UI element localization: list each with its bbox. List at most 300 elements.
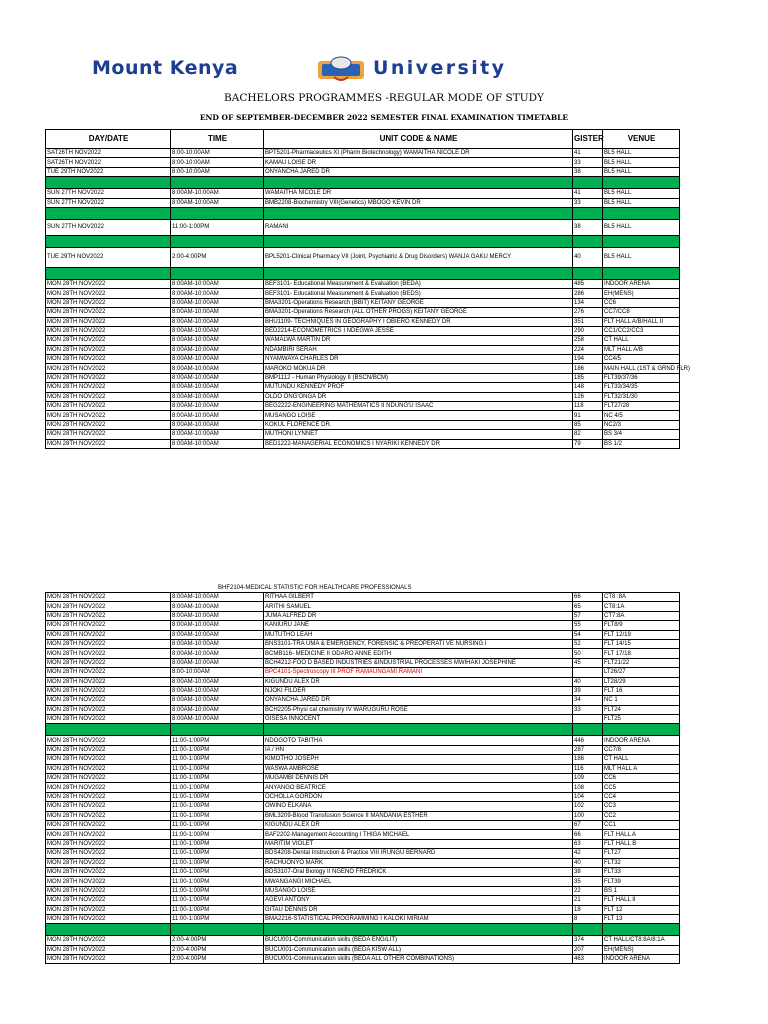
register-cell: 55 xyxy=(573,621,603,630)
date-cell: MON 28TH NOV2022 xyxy=(46,364,171,373)
register-cell: 102 xyxy=(573,802,603,811)
unit-cell: KOKUL FLORENCE DR. xyxy=(264,420,573,429)
table-row xyxy=(46,830,680,839)
register-cell: 40 xyxy=(573,677,603,686)
venue-cell: CC7/CC8 xyxy=(603,308,680,317)
date-cell: MON 28TH NOV2022 xyxy=(46,658,171,667)
table-row xyxy=(46,430,680,439)
table-row xyxy=(46,792,680,801)
register-cell xyxy=(573,668,603,677)
register-cell: 85 xyxy=(573,420,603,429)
register-cell: 40 xyxy=(573,247,603,267)
table-row xyxy=(46,811,680,820)
venue-cell: FLT33/34/35 xyxy=(603,383,680,392)
table-row xyxy=(46,621,680,630)
time-cell: 8:00AM-10:00AM xyxy=(171,658,264,667)
venue-cell: NC 1 xyxy=(603,696,680,705)
register-cell: 41 xyxy=(573,149,603,158)
time-cell: 8:00AM-10:00AM xyxy=(171,420,264,429)
time-cell: 8:00AM-10:00AM xyxy=(171,649,264,658)
unit-cell: BML3209-Blood Transfusion Science II MANDANIA ESTHER xyxy=(264,811,573,820)
venue-cell: FLT39/37/36 xyxy=(603,373,680,382)
venue-cell: FLT 13 xyxy=(603,914,680,923)
unit-cell: MARITIM VIOLET xyxy=(264,839,573,848)
date-cell: SUN 27TH NOV2022 xyxy=(46,189,171,198)
date-cell: SUN 27TH NOV2022 xyxy=(46,219,171,235)
date-cell: MON 28TH NOV2022 xyxy=(46,639,171,648)
time-cell: 8:00AM-10:00AM xyxy=(171,198,264,207)
table-row xyxy=(46,383,680,392)
timetable-2 xyxy=(45,592,680,964)
time-cell: 11:00-1:00PM xyxy=(171,858,264,867)
unit-cell: KIGUNDU ALEX DR xyxy=(264,677,573,686)
unit-cell: BHU1109- TECHNIQUES IN GEOGRAPHY I OBIERO KENNEDY DR xyxy=(264,317,573,326)
table-row xyxy=(46,345,680,354)
register-cell: 446 xyxy=(573,736,603,745)
register-cell: 42 xyxy=(573,849,603,858)
venue-cell: BL5 HALL xyxy=(603,167,680,176)
table-row xyxy=(46,736,680,745)
unit-cell: WASWA AMBROSE xyxy=(264,764,573,773)
unit-cell: NYAMWAYA CHARLES DR xyxy=(264,355,573,364)
register-cell: 463 xyxy=(573,955,603,964)
venue-cell: CC6 xyxy=(603,298,680,307)
time-cell: 8:00AM-10:00AM xyxy=(171,621,264,630)
unit-cell: BMP1112 - Human Physiology II (BSCN/BCM) xyxy=(264,373,573,382)
table-row xyxy=(46,686,680,695)
table-row xyxy=(46,867,680,876)
column-header-date: DAY/DATE xyxy=(46,130,171,149)
separator-cell xyxy=(171,267,264,279)
register-cell: 63 xyxy=(573,839,603,848)
table-row xyxy=(46,802,680,811)
unit-cell: BPL5201-Clinical Pharmacy VII (Joint, Psychiatric & Drug Disorders) WANJA GAKU MERCY xyxy=(264,247,573,267)
time-cell: 11:00-1:00PM xyxy=(171,830,264,839)
venue-cell: CT8:1A xyxy=(603,602,680,611)
unit-cell: MUGAMBI DENNIS DR xyxy=(264,774,573,783)
unit-cell: MUSANGO LOISE xyxy=(264,411,573,420)
table-row xyxy=(46,189,680,198)
time-cell: 11:00-1:00PM xyxy=(171,755,264,764)
unit-cell: BEG2222-ENGINEERING MATHEMATICS II NDUNG'U ISAAC xyxy=(264,402,573,411)
register-cell: 38 xyxy=(573,219,603,235)
date-cell: MON 28TH NOV2022 xyxy=(46,298,171,307)
time-cell: 8:00AM-10:00AM xyxy=(171,336,264,345)
unit-cell: BUCU001-Communication skills (BEDA KISW ALL) xyxy=(264,945,573,954)
separator-cell xyxy=(171,235,264,247)
time-cell: 2:00-4:00PM xyxy=(171,936,264,945)
register-cell: 33 xyxy=(573,158,603,167)
date-cell: MON 28TH NOV2022 xyxy=(46,905,171,914)
venue-cell: NC2/3 xyxy=(603,420,680,429)
date-cell: MON 28TH NOV2022 xyxy=(46,696,171,705)
register-cell: 21 xyxy=(573,896,603,905)
separator-cell xyxy=(171,207,264,219)
date-cell: MON 28TH NOV2022 xyxy=(46,867,171,876)
time-cell: 2:00-4:00PM xyxy=(171,247,264,267)
venue-cell: NC 4/5 xyxy=(603,411,680,420)
venue-cell: BL5 HALL xyxy=(603,149,680,158)
register-cell: 116 xyxy=(573,764,603,773)
unit-cell: NJOKI FILDER xyxy=(264,686,573,695)
date-cell: MON 28TH NOV2022 xyxy=(46,430,171,439)
unit-cell: BCH4212-FOO D BASED INDUSTRIES &INDUSTRIAL PROCESSES MWIHAKI JOSEPHINE xyxy=(264,658,573,667)
venue-cell: CC7/8 xyxy=(603,745,680,754)
venue-cell: FLT 16 xyxy=(603,686,680,695)
time-cell: 8:00AM-10:00AM xyxy=(171,279,264,288)
date-cell: MON 28TH NOV2022 xyxy=(46,420,171,429)
date-cell: MON 28TH NOV2022 xyxy=(46,593,171,602)
register-cell: 287 xyxy=(573,745,603,754)
timetable-1 xyxy=(45,129,691,449)
unit-cell: BMA3201-Operations Research (ALL OTHER PROGS) KEITANY GEORGE xyxy=(264,308,573,317)
register-cell: 91 xyxy=(573,411,603,420)
register-cell: 38 xyxy=(573,867,603,876)
date-cell: MON 28TH NOV2022 xyxy=(46,373,171,382)
table-row xyxy=(46,936,680,945)
date-cell: MON 28TH NOV2022 xyxy=(46,621,171,630)
table-row xyxy=(46,745,680,754)
date-cell: MON 28TH NOV2022 xyxy=(46,439,171,448)
time-cell: 8:00AM-10:00AM xyxy=(171,392,264,401)
register-cell: 207 xyxy=(573,945,603,954)
separator-row xyxy=(46,207,680,219)
separator-cell xyxy=(573,207,603,219)
unit-cell: OLDO ONG'ONGA DR xyxy=(264,392,573,401)
venue-cell: FLT24 xyxy=(603,705,680,714)
separator-cell xyxy=(603,207,680,219)
venue-cell: CT7:8A xyxy=(603,611,680,620)
unit-cell: BCMB116- MEDICINE II ODARO ANNE EDITH xyxy=(264,649,573,658)
unit-cell: RACHUONYO MARK xyxy=(264,858,573,867)
unit-cell: MUTHONI LYNNET xyxy=(264,430,573,439)
time-cell: 11:00-1:00PM xyxy=(171,219,264,235)
register-cell: 148 xyxy=(573,383,603,392)
time-cell: 11:00-1:00PM xyxy=(171,877,264,886)
table-row xyxy=(46,639,680,648)
unit-cell: RAMANI xyxy=(264,219,573,235)
date-cell: SAT26TH NOV2022 xyxy=(46,158,171,167)
venue-cell: CT HALL/CT8:8A/8:1A xyxy=(603,936,680,945)
register-cell: 45 xyxy=(573,658,603,667)
time-cell: 8:00-10:00AM xyxy=(171,158,264,167)
register-cell: 79 xyxy=(573,439,603,448)
date-cell: MON 28TH NOV2022 xyxy=(46,736,171,745)
table-row xyxy=(46,326,680,335)
register-cell: 224 xyxy=(573,345,603,354)
time-cell: 11:00-1:00PM xyxy=(171,820,264,829)
time-cell: 8:00AM-10:00AM xyxy=(171,383,264,392)
register-cell: 57 xyxy=(573,611,603,620)
venue-cell: CT HALL xyxy=(603,336,680,345)
unit-cell: BED2214-ECONOMETRICS I NDEGWA JESSE xyxy=(264,326,573,335)
time-cell: 11:00-1:00PM xyxy=(171,839,264,848)
time-cell: 8:00AM-10:00AM xyxy=(171,639,264,648)
time-cell: 8:00AM-10:00AM xyxy=(171,373,264,382)
date-cell: MON 28TH NOV2022 xyxy=(46,402,171,411)
register-cell: 108 xyxy=(573,783,603,792)
logo-word-mount-kenya: Mount Kenya xyxy=(92,57,239,79)
register-cell: 33 xyxy=(573,198,603,207)
venue-cell: EH(MENS) xyxy=(603,945,680,954)
register-cell: 351 xyxy=(573,317,603,326)
register-cell: 8 xyxy=(573,914,603,923)
register-cell: 22 xyxy=(573,886,603,895)
venue-cell: FLT HALL B xyxy=(603,839,680,848)
venue-cell: CC4 xyxy=(603,792,680,801)
date-cell: MON 28TH NOV2022 xyxy=(46,896,171,905)
unit-cell: MUTUNDU KENNEDY PROF xyxy=(264,383,573,392)
unit-cell: BMB2208-Biochemistry VIII(Genetics) MBOGO KEVIN DR xyxy=(264,198,573,207)
table-row xyxy=(46,677,680,686)
time-cell: 8:00AM-10:00AM xyxy=(171,289,264,298)
register-cell: 104 xyxy=(573,792,603,801)
time-cell: 11:00-1:00PM xyxy=(171,849,264,858)
date-cell: SUN 27TH NOV2022 xyxy=(46,198,171,207)
date-cell: MON 28TH NOV2022 xyxy=(46,811,171,820)
separator-cell xyxy=(264,235,573,247)
unit-cell: BEF3101- Educational Measurement & Evaluation (BEDS) xyxy=(264,289,573,298)
venue-cell: FLT HALL II xyxy=(603,896,680,905)
register-cell: 485 xyxy=(573,279,603,288)
unit-cell: MUSANGO LOISE xyxy=(264,886,573,895)
venue-cell: FLT HALL A/B/HALL II xyxy=(603,317,680,326)
separator-row xyxy=(46,235,680,247)
table-row xyxy=(46,411,680,420)
separator-cell xyxy=(573,724,603,736)
unit-cell: MWANGANGI MICHAEL xyxy=(264,877,573,886)
time-cell: 8:00AM-10:00AM xyxy=(171,439,264,448)
time-cell: 8:00AM-10:00AM xyxy=(171,345,264,354)
separator-cell xyxy=(573,177,603,189)
register-cell: 52 xyxy=(573,639,603,648)
date-cell: MON 28TH NOV2022 xyxy=(46,858,171,867)
unit-cell: BDS4208-Dental Instruction & Practice VIII IRUNGU BERNARD xyxy=(264,849,573,858)
table-row xyxy=(46,715,680,724)
time-cell: 8:00AM-10:00AM xyxy=(171,430,264,439)
venue-cell: CT HALL xyxy=(603,755,680,764)
time-cell: 8:00AM-10:00AM xyxy=(171,686,264,695)
time-cell: 11:00-1:00PM xyxy=(171,764,264,773)
table-row xyxy=(46,317,680,326)
separator-cell xyxy=(603,235,680,247)
date-cell: MON 28TH NOV2022 xyxy=(46,945,171,954)
time-cell: 2:00-4:00PM xyxy=(171,945,264,954)
register-cell: 290 xyxy=(573,326,603,335)
time-cell: 8:00AM-10:00AM xyxy=(171,630,264,639)
date-cell: MON 28TH NOV2022 xyxy=(46,755,171,764)
venue-cell: INDOOR ARENA xyxy=(603,279,680,288)
venue-cell: FLT 14/15 xyxy=(603,639,680,648)
venue-cell: MLT HALL A/B xyxy=(603,345,680,354)
venue-cell: MLT HALL A xyxy=(603,764,680,773)
unit-cell: BMA3201-Operations Research (BBIT) KEITANY GEORGE xyxy=(264,298,573,307)
date-cell: MON 28TH NOV2022 xyxy=(46,705,171,714)
separator-cell xyxy=(264,177,573,189)
separator-cell xyxy=(171,724,264,736)
time-cell: 8:00AM-10:00AM xyxy=(171,705,264,714)
separator-cell xyxy=(46,924,171,936)
table-row xyxy=(46,420,680,429)
venue-cell: FLT32/31/30 xyxy=(603,392,680,401)
table-row xyxy=(46,373,680,382)
date-cell: MON 28TH NOV2022 xyxy=(46,308,171,317)
unit-cell: ONYANCHA JARED DR xyxy=(264,696,573,705)
date-cell: MON 28TH NOV2022 xyxy=(46,830,171,839)
date-cell: MON 28TH NOV2022 xyxy=(46,279,171,288)
time-cell: 11:00-1:00PM xyxy=(171,811,264,820)
separator-row xyxy=(46,924,680,936)
date-cell: MON 28TH NOV2022 xyxy=(46,686,171,695)
date-cell: MON 28TH NOV2022 xyxy=(46,345,171,354)
register-cell: 126 xyxy=(573,392,603,401)
time-cell: 8:00AM-10:00AM xyxy=(171,326,264,335)
time-cell: 11:00-1:00PM xyxy=(171,774,264,783)
date-cell: MON 28TH NOV2022 xyxy=(46,289,171,298)
date-cell: MON 28TH NOV2022 xyxy=(46,317,171,326)
table-row xyxy=(46,905,680,914)
venue-cell: CC3 xyxy=(603,802,680,811)
unit-cell: BUCU001-Communication skills (BEDA ENG/LIT) xyxy=(264,936,573,945)
venue-cell: CT8 :8A xyxy=(603,593,680,602)
venue-cell: INDOOR ARENA xyxy=(603,736,680,745)
register-cell: 35 xyxy=(573,877,603,886)
register-cell: 33 xyxy=(573,705,603,714)
table-row xyxy=(46,783,680,792)
time-cell: 2:00-4:00PM xyxy=(171,955,264,964)
unit-cell: KIMOTHO JOSEPH xyxy=(264,755,573,764)
venue-cell: FLT25 xyxy=(603,715,680,724)
unit-cell: BUCU001-Communication skills (BEDA ALL OTHER COMBINATIONS) xyxy=(264,955,573,964)
date-cell: MON 28TH NOV2022 xyxy=(46,326,171,335)
date-cell: MON 28TH NOV2022 xyxy=(46,886,171,895)
venue-cell: FLT27/28 xyxy=(603,402,680,411)
separator-cell xyxy=(264,924,573,936)
venue-cell: BS 1/2 xyxy=(603,439,680,448)
date-cell: MON 28TH NOV2022 xyxy=(46,630,171,639)
column-header-register: GISTER xyxy=(573,130,603,149)
date-cell: MON 28TH NOV2022 xyxy=(46,955,171,964)
time-cell: 11:00-1:00PM xyxy=(171,905,264,914)
register-cell: 66 xyxy=(573,593,603,602)
unit-cell: BAF2202-Management Accounting I THIGA MICHAEL xyxy=(264,830,573,839)
separator-row xyxy=(46,267,680,279)
date-cell: MON 28TH NOV2022 xyxy=(46,877,171,886)
table-row xyxy=(46,392,680,401)
table-row xyxy=(46,298,680,307)
separator-cell xyxy=(46,235,171,247)
venue-cell: BL5 HALL xyxy=(603,219,680,235)
unit-cell: BED1222-MANAGERIAL ECONOMICS I NYARIKI KENNEDY DR xyxy=(264,439,573,448)
date-cell: MON 28TH NOV2022 xyxy=(46,668,171,677)
time-cell: 11:00-1:00PM xyxy=(171,867,264,876)
unit-cell: ANYANGO BEATRICE xyxy=(264,783,573,792)
table-row xyxy=(46,658,680,667)
time-cell: 8:00AM-10:00AM xyxy=(171,677,264,686)
venue-cell: CC2 xyxy=(603,811,680,820)
separator-cell xyxy=(264,207,573,219)
table-row xyxy=(46,364,680,373)
unit-cell: JUMA ALFRED DR xyxy=(264,611,573,620)
unit-cell: BPC4101-Spectroscopy III PROF RAMAUNGAMI RAMANI xyxy=(264,668,573,677)
date-cell: MON 28TH NOV2022 xyxy=(46,745,171,754)
date-cell: MON 28TH NOV2022 xyxy=(46,392,171,401)
table-row xyxy=(46,602,680,611)
time-cell: 11:00-1:00PM xyxy=(171,736,264,745)
separator-cell xyxy=(264,267,573,279)
separator-cell xyxy=(171,177,264,189)
date-cell: MON 28TH NOV2022 xyxy=(46,839,171,848)
table-row xyxy=(46,774,680,783)
register-cell: 82 xyxy=(573,430,603,439)
date-cell: MON 28TH NOV2022 xyxy=(46,936,171,945)
venue-cell: BL5 HALL xyxy=(603,198,680,207)
separator-cell xyxy=(46,724,171,736)
time-cell: 8:00AM-10:00AM xyxy=(171,308,264,317)
date-cell: MON 28TH NOV2022 xyxy=(46,411,171,420)
time-cell: 11:00-1:00PM xyxy=(171,783,264,792)
separator-cell xyxy=(603,267,680,279)
venue-cell: FLT32 xyxy=(603,858,680,867)
table-header-row xyxy=(46,130,680,149)
register-cell: 186 xyxy=(573,364,603,373)
register-cell: 286 xyxy=(573,289,603,298)
register-cell: 41 xyxy=(573,189,603,198)
date-cell: TUE 29TH NOV2022 xyxy=(46,247,171,267)
venue-cell: LT28/29 xyxy=(603,677,680,686)
unit-cell: OWINO ELKANA xyxy=(264,802,573,811)
date-cell: MON 28TH NOV2022 xyxy=(46,802,171,811)
register-cell: 109 xyxy=(573,774,603,783)
table-row xyxy=(46,593,680,602)
date-cell: MON 28TH NOV2022 xyxy=(46,914,171,923)
time-cell: 11:00-1:00PM xyxy=(171,914,264,923)
unit-cell: BCH2205-Physi cal chemistry IV WARUGURU ROSE xyxy=(264,705,573,714)
time-cell: 8:00-10:00AM xyxy=(171,149,264,158)
register-cell: 38 xyxy=(573,167,603,176)
time-cell: 11:00-1:00PM xyxy=(171,896,264,905)
register-cell: 100 xyxy=(573,811,603,820)
unit-cell: NDAMBIRI SERAH xyxy=(264,345,573,354)
date-cell: MON 28TH NOV2022 xyxy=(46,783,171,792)
table-row xyxy=(46,402,680,411)
date-cell: MON 28TH NOV2022 xyxy=(46,792,171,801)
time-cell: 8:00AM-10:00AM xyxy=(171,364,264,373)
unit-cell: BMA2216-STATISTICAL PROGRAMMING I KALOKI MIRIAM xyxy=(264,914,573,923)
register-cell: 186 xyxy=(573,755,603,764)
table-row xyxy=(46,336,680,345)
venue-cell: FLT HALL A xyxy=(603,830,680,839)
venue-cell: FLT8/9 xyxy=(603,621,680,630)
column-header-time: TIME xyxy=(171,130,264,149)
venue-cell: FLT33 xyxy=(603,867,680,876)
column-header-venue: VENUE xyxy=(603,130,680,149)
table-row xyxy=(46,289,680,298)
unit-cell: GITAU DENNIS DR xyxy=(264,905,573,914)
venue-cell: FLT 12/19 xyxy=(603,630,680,639)
time-cell: 11:00-1:00PM xyxy=(171,886,264,895)
separator-cell xyxy=(603,924,680,936)
separator-cell xyxy=(573,267,603,279)
unit-cell: WAMAITHA NICOLE DR xyxy=(264,189,573,198)
separator-cell xyxy=(264,724,573,736)
unit-cell: OCHOLLA GORDON xyxy=(264,792,573,801)
floating-unit-label: BHF2104-MEDICAL STATISTIC FOR HEALTHCARE PROFESSIONALS xyxy=(218,585,412,591)
logo-word-university: University xyxy=(373,57,507,79)
unit-cell: RITHAA GILBERT xyxy=(264,593,573,602)
unit-cell: IA / HN xyxy=(264,745,573,754)
unit-cell: BNS3101-TRA UMA & EMERGENCY, FORENSIC & PREOPERATI VE NURSING I xyxy=(264,639,573,648)
